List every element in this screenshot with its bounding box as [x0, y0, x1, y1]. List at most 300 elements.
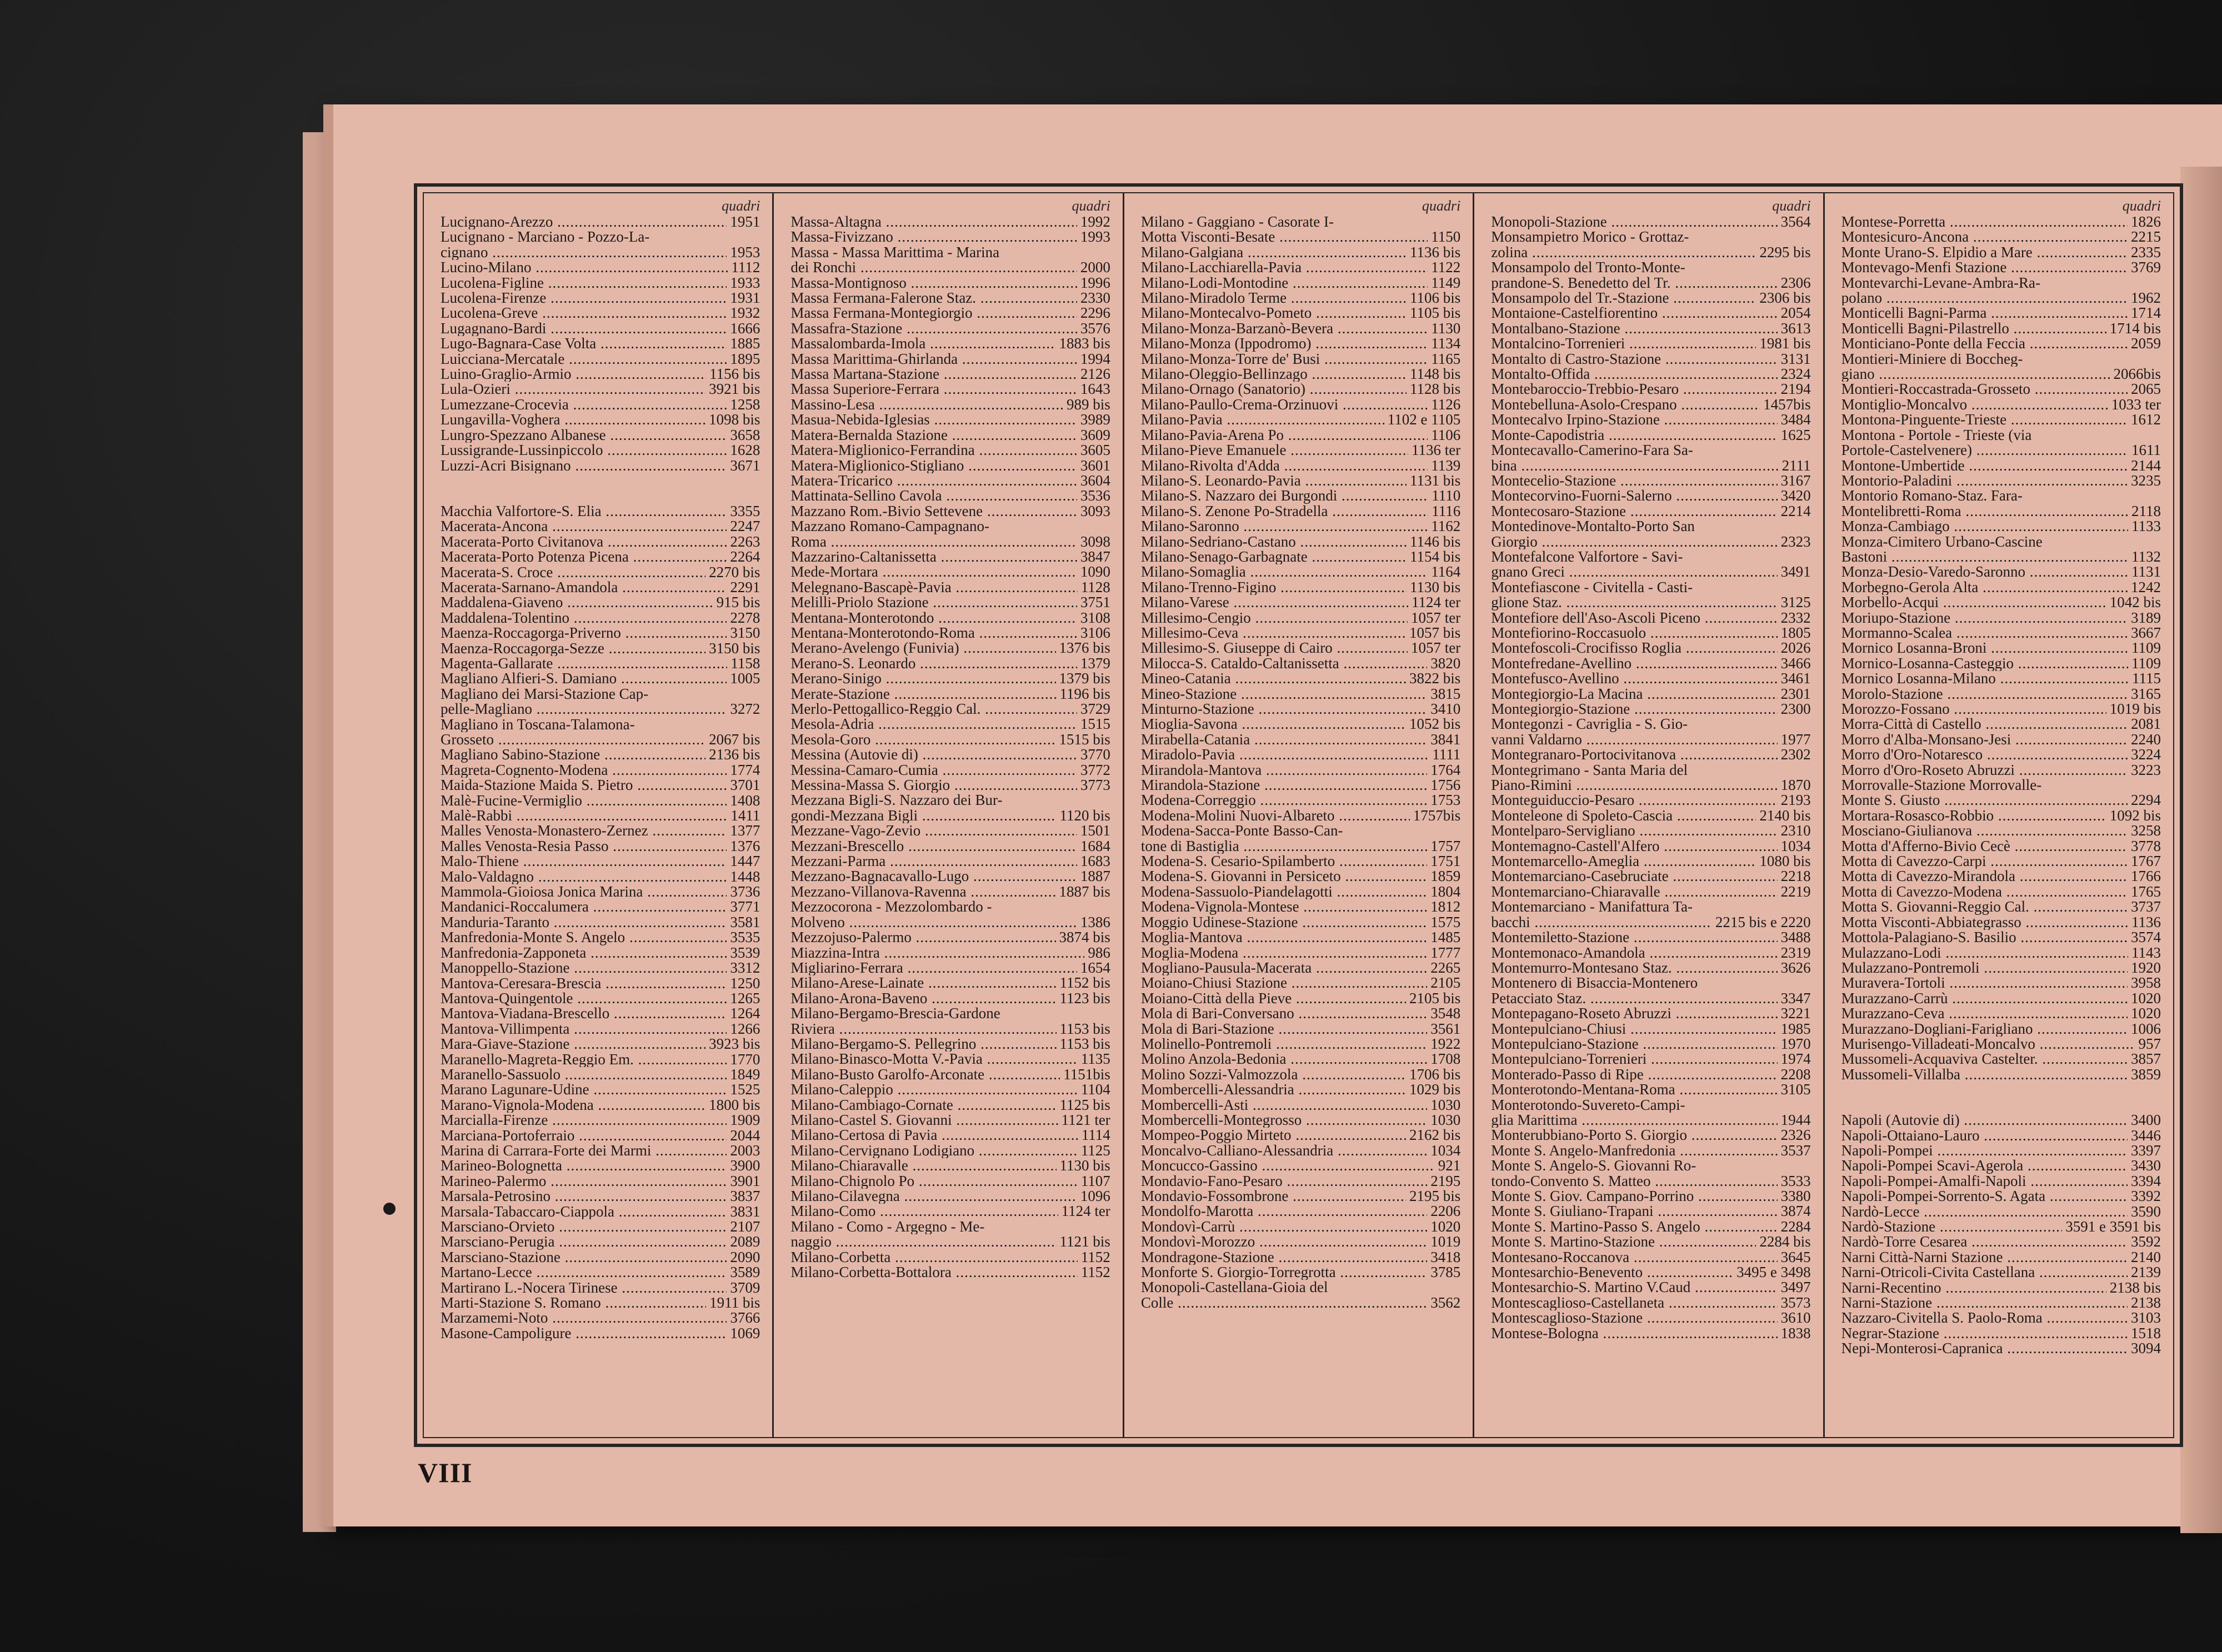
index-entry — [441, 565, 760, 580]
route-name: Lucignano-Arezzo ..... — [441, 214, 727, 229]
index-entry — [1491, 702, 1810, 717]
route-name: Milano-Binasco-Motta V.-Pavia ..... — [790, 1052, 1077, 1067]
table-number: 1379 bis — [1059, 670, 1110, 687]
table-number: 3394 — [2131, 1172, 2161, 1189]
index-entry — [1141, 260, 1460, 275]
route-name: Montesarchio-Benevento ..... — [1491, 1265, 1733, 1280]
table-number: 1628 — [730, 442, 760, 459]
route-name: Lula-Ozieri ..... — [441, 382, 705, 397]
table-number: 1109 — [2131, 654, 2161, 672]
route-name: Montefiascone - Civitella - Casti- — [1491, 579, 1693, 595]
index-entry — [441, 747, 760, 762]
table-number: 3491 — [1780, 563, 1811, 580]
route-name: Narni-Recentino ..... — [1841, 1280, 2106, 1295]
index-entry — [1491, 884, 1810, 899]
table-number: 2090 — [730, 1248, 760, 1265]
table-number — [1334, 214, 1337, 229]
table-number: 1152 bis — [1059, 974, 1110, 992]
index-entry — [1141, 823, 1460, 838]
index-entry — [1141, 1219, 1460, 1234]
table-number: 2066bis — [2113, 366, 2161, 383]
index-entry — [441, 732, 760, 747]
index-entry — [790, 717, 1110, 732]
index-entry — [441, 306, 760, 321]
route-name: Masone-Campoligure ..... — [441, 1326, 727, 1341]
route-name: Modena-Correggio ..... — [1141, 793, 1427, 808]
table-number: 1134 — [1431, 335, 1461, 352]
table-number: 1156 bis — [709, 366, 760, 383]
route-name: Nazzaro-Civitella S. Paolo-Roma ..... — [1841, 1310, 2128, 1325]
index-entry — [1141, 1052, 1460, 1067]
index-entry — [1491, 1082, 1810, 1097]
index-entry — [1491, 352, 1810, 367]
table-number — [1693, 899, 1696, 914]
table-number: 1757bis — [1413, 807, 1461, 824]
table-number: 1376 bis — [1059, 639, 1110, 657]
table-number: 1951 — [730, 213, 760, 230]
route-name: Milano-Oleggio-Bellinzago ..... — [1141, 367, 1407, 382]
route-name: Mompeo-Poggio Mirteto ..... — [1141, 1128, 1406, 1143]
index-entry — [1491, 945, 1810, 960]
column-header: quadri — [1072, 198, 1110, 214]
index-entry — [1491, 367, 1810, 382]
route-name: Monte S. Angelo-S. Giovanni Ro- — [1491, 1158, 1696, 1174]
route-name: Milano-Busto Garolfo-Arconate ..... — [790, 1067, 1060, 1082]
index-entry — [790, 1022, 1110, 1037]
route-name: Milano-Pavia-Arena Po ..... — [1141, 428, 1428, 443]
table-number: 957 — [2138, 1035, 2161, 1052]
table-number: 3533 — [1780, 1172, 1811, 1189]
index-entry — [441, 839, 760, 854]
table-number: 1052 bis — [1409, 715, 1461, 733]
route-name: Massa Fermana-Montegiorgio ..... — [790, 306, 1077, 321]
index-entry — [1841, 1052, 2161, 1067]
table-number — [1685, 1098, 1689, 1113]
route-name: Milano-Senago-Garbagnate ..... — [1141, 549, 1407, 564]
route-name: Napoli-Pompei-Amalfi-Napoli ..... — [1841, 1174, 2128, 1189]
table-number: 1777 — [1430, 944, 1461, 961]
index-entry — [441, 519, 760, 534]
route-name: Petacciato Staz. ..... — [1491, 991, 1777, 1006]
index-entry — [441, 1174, 760, 1189]
index-entry — [441, 702, 760, 717]
route-name: Mondovì-Morozzo ..... — [1141, 1234, 1427, 1249]
index-entry — [441, 899, 760, 914]
route-name: Montesarchio-S. Martino V.Caud ..... — [1491, 1280, 1777, 1295]
index-entry — [790, 564, 1110, 579]
index-entry — [1841, 1022, 2161, 1037]
table-number: 1838 — [1780, 1324, 1811, 1341]
route-name: Massa-Montignoso ..... — [790, 276, 1077, 291]
table-number: 1981 bis — [1759, 335, 1811, 352]
index-entry — [790, 960, 1110, 975]
index-entry — [1491, 1310, 1810, 1325]
table-number: 2215 — [2131, 228, 2161, 246]
index-entry — [1491, 443, 1810, 458]
table-number: 2111 — [1781, 457, 1811, 474]
index-entry — [1491, 276, 1810, 291]
route-name: giano ..... — [1841, 367, 2110, 382]
index-entry — [1141, 610, 1460, 625]
table-number: 1057 bis — [1409, 624, 1461, 641]
table-number: 1126 — [1431, 396, 1461, 413]
table-number — [1683, 549, 1686, 564]
route-name: Luzzi-Acri Bisignano ..... — [441, 458, 727, 473]
route-name: Magliano Alfieri-S. Damiano ..... — [441, 671, 727, 686]
route-name: Milano-Corbetta ..... — [790, 1250, 1077, 1265]
route-name: Mantova-Viadana-Brescello ..... — [441, 1006, 727, 1021]
route-name: Milano - Gaggiano - Casorate I- — [1140, 214, 1334, 230]
index-entry — [441, 625, 760, 640]
table-number: 3667 — [2131, 624, 2161, 641]
index-entry — [1491, 747, 1810, 762]
table-number: 3815 — [1430, 685, 1461, 702]
table-number: 3771 — [730, 898, 760, 915]
table-number: 2138 — [2131, 1294, 2161, 1311]
table-number: 2140 — [2131, 1248, 2161, 1265]
index-entry — [1841, 595, 2161, 610]
route-name: Milano-Sedriano-Castano ..... — [1141, 534, 1407, 549]
index-entry — [1491, 534, 1810, 549]
table-number: 2301 — [1780, 685, 1811, 702]
table-number: 1654 — [1080, 959, 1110, 976]
table-number — [1689, 229, 1692, 244]
index-entry — [1841, 564, 2161, 579]
route-name: Montemiletto-Stazione ..... — [1491, 930, 1777, 945]
table-number: 3150 bis — [709, 639, 760, 657]
index-entry — [790, 1265, 1110, 1280]
route-name: Nepi-Monterosi-Capranica ..... — [1841, 1341, 2128, 1356]
route-name: Merano-Avelengo (Funivia) ..... — [790, 640, 1055, 655]
index-entry — [1141, 458, 1460, 473]
route-name: Giorgio ..... — [1491, 534, 1777, 549]
column-header: quadri — [722, 198, 760, 214]
table-number: 1115 — [2132, 670, 2161, 687]
table-number: 1457bis — [1763, 396, 1811, 413]
table-number: 1887 — [1080, 868, 1110, 885]
route-name: Lussigrande-Lussinpiccolo ..... — [441, 443, 727, 458]
table-number: 3989 — [1080, 411, 1110, 428]
index-entry — [1491, 778, 1810, 793]
route-name: Massa Martana-Stazione ..... — [790, 367, 1077, 382]
route-name: Mantova-Quingentole ..... — [441, 991, 727, 1006]
index-entry — [1841, 291, 2161, 306]
route-name: Maranello-Sassuolo ..... — [441, 1067, 727, 1082]
route-name: Milano-Lodi-Montodine ..... — [1141, 276, 1428, 291]
route-name: Manfredonia-Zapponeta ..... — [441, 945, 727, 960]
index-entry — [1491, 1143, 1810, 1158]
route-name: Mazzano Rom.-Bivio Settevene ..... — [790, 504, 1077, 519]
index-entry — [1491, 1280, 1810, 1295]
table-number: 1005 — [730, 670, 760, 687]
route-name: Modena-Vignola-Montese ..... — [1141, 899, 1427, 914]
table-number: 1518 — [2131, 1324, 2161, 1341]
table-number: 3272 — [730, 700, 760, 718]
table-number: 2003 — [730, 1142, 760, 1159]
route-name: Matera-Miglionico-Ferrandina ..... — [790, 443, 1077, 458]
index-entry — [441, 1052, 760, 1067]
table-number: 2291 — [730, 578, 760, 595]
table-number: 1922 — [1430, 1035, 1461, 1052]
route-name: Mioglia-Savona ..... — [1141, 717, 1406, 732]
table-number: 1133 — [2131, 518, 2161, 535]
route-name: polano ..... — [1841, 291, 2128, 306]
table-number: 1625 — [1780, 426, 1811, 443]
index-entry — [441, 1265, 760, 1280]
index-entry — [441, 397, 760, 412]
index-entry — [1491, 1189, 1810, 1204]
route-name: Milano-Cilavegna ..... — [790, 1189, 1077, 1204]
index-entry — [790, 839, 1110, 854]
index-entry — [1491, 839, 1810, 854]
index-entry — [441, 854, 760, 869]
table-number: 2195 bis — [1409, 1188, 1461, 1204]
table-number: 1139 — [1431, 457, 1461, 474]
route-name: Moggio Udinese-Stazione ..... — [1141, 915, 1427, 930]
route-name: Montone-Umbertide ..... — [1841, 458, 2128, 473]
table-number: 1080 bis — [1759, 853, 1811, 870]
route-name: Marciana-Portoferraio ..... — [441, 1128, 727, 1143]
index-entry — [1491, 336, 1810, 351]
table-number: 2294 — [2131, 792, 2161, 809]
table-number: 1106 bis — [1409, 289, 1461, 307]
index-entry — [790, 245, 1110, 260]
index-entry — [790, 625, 1110, 640]
table-number: 2193 — [1780, 792, 1811, 809]
index-entry — [1141, 1234, 1460, 1249]
index-entry — [1141, 580, 1460, 595]
index-entry — [441, 1143, 760, 1158]
table-number: 1132 — [2131, 548, 2161, 565]
table-number: 2278 — [730, 609, 760, 626]
index-entry — [1141, 1128, 1460, 1143]
index-entry — [1841, 930, 2161, 945]
index-entry — [441, 580, 760, 595]
table-number: 1666 — [730, 319, 760, 337]
table-number: 2323 — [1780, 533, 1811, 550]
index-entry — [790, 352, 1110, 367]
table-number: 1196 bis — [1059, 685, 1110, 702]
route-name: Colle ..... — [1141, 1295, 1427, 1310]
table-number: 3466 — [1780, 654, 1811, 672]
route-name: Monforte S. Giorgio-Torregrotta ..... — [1141, 1265, 1427, 1280]
index-entry — [1841, 519, 2161, 534]
index-entry — [790, 869, 1110, 884]
route-name: Malè-Fucine-Vermiglio ..... — [441, 793, 727, 808]
index-entry — [1141, 945, 1460, 960]
route-name: Murisengo-Villadeati-Moncalvo ..... — [1841, 1037, 2135, 1052]
table-number: 1124 ter — [1061, 1203, 1110, 1220]
table-number: 2215 bis e 2220 — [1715, 913, 1811, 930]
table-number — [2023, 488, 2026, 503]
route-name: Milano-Somaglia ..... — [1141, 564, 1428, 579]
route-name: Montefiorino-Roccasuolo ..... — [1491, 625, 1777, 640]
index-entry — [790, 458, 1110, 473]
table-number: 2218 — [1780, 868, 1811, 885]
route-name: Macerata-Porto Civitanova ..... — [441, 534, 727, 549]
route-name: Montalbano-Stazione ..... — [1491, 321, 1777, 336]
table-number: 1751 — [1430, 853, 1461, 870]
table-number: 1152 — [1080, 1248, 1110, 1265]
route-name: Milano-Monza (Ippodromo) ..... — [1141, 336, 1428, 351]
table-number: 2302 — [1780, 746, 1811, 763]
table-number: 3106 — [1080, 624, 1110, 641]
table-number: 1125 — [1080, 1142, 1110, 1159]
route-name: Montefusco-Avellino ..... — [1491, 671, 1777, 686]
table-number: 1447 — [730, 853, 760, 870]
route-name: Migliarino-Ferrara ..... — [790, 960, 1077, 975]
table-number: 3397 — [2131, 1142, 2161, 1159]
table-number: 1165 — [1431, 350, 1461, 367]
table-number: 3258 — [2131, 822, 2161, 839]
index-entry — [1841, 260, 2161, 275]
table-number: 3495 e 3498 — [1736, 1264, 1811, 1281]
table-number: 1993 — [1080, 228, 1110, 246]
index-entry — [1141, 1158, 1460, 1173]
index-entry — [1141, 397, 1460, 412]
route-name: Monte S. Giusto ..... — [1841, 793, 2128, 808]
route-name: Marina di Carrara-Forte dei Marmi ..... — [441, 1143, 727, 1158]
table-number: 3923 bis — [709, 1035, 760, 1053]
table-number — [1000, 1006, 1004, 1021]
index-entry — [1141, 793, 1460, 808]
route-name: Milano-Cambiago-Cornate ..... — [790, 1098, 1056, 1113]
table-number: 1114 — [1081, 1127, 1110, 1144]
index-entry — [1841, 504, 2161, 519]
table-number: 2059 — [2131, 335, 2161, 352]
route-name: Monte S. Giuliano-Trapani ..... — [1491, 1204, 1777, 1219]
table-number: 3736 — [730, 883, 760, 900]
route-name: Maranello-Magreta-Reggio Em. ..... — [441, 1052, 727, 1067]
table-number: 1944 — [1780, 1111, 1811, 1128]
table-number: 1931 — [730, 289, 760, 307]
route-name: Montese-Bologna ..... — [1491, 1326, 1777, 1341]
index-entry — [790, 534, 1110, 549]
route-name: Mosciano-Giulianova ..... — [1841, 823, 2128, 838]
index-entry — [1141, 732, 1460, 747]
route-name: Montegranaro-Portocivitanova ..... — [1491, 747, 1777, 762]
route-name: dei Ronchi ..... — [790, 260, 1077, 275]
index-entry — [790, 687, 1110, 702]
table-number: 1812 — [1430, 898, 1461, 915]
table-number: 1970 — [1780, 1035, 1811, 1052]
index-entry — [1491, 1158, 1810, 1173]
index-entry — [1491, 291, 1810, 306]
table-number: 3131 — [1780, 350, 1811, 367]
table-number: 1805 — [1780, 624, 1811, 641]
index-entry — [1491, 1006, 1810, 1021]
table-number: 2054 — [1780, 304, 1811, 322]
route-name: Modena-S. Giovanni in Persiceto ..... — [1141, 869, 1427, 884]
table-number — [1328, 1280, 1331, 1295]
route-name: Milano-S. Zenone Po-Stradella ..... — [1141, 504, 1428, 519]
index-entry — [1841, 839, 2161, 854]
table-number: 3820 — [1430, 654, 1461, 672]
index-entry — [1491, 1295, 1810, 1310]
table-number: 3831 — [730, 1203, 760, 1220]
route-name: Marano Lagunare-Udine ..... — [441, 1082, 727, 1097]
index-entry — [441, 1280, 760, 1295]
index-entry — [790, 367, 1110, 382]
index-entry — [790, 336, 1110, 351]
route-name: Monte S. Angelo-Manfredonia ..... — [1491, 1143, 1777, 1158]
table-number: 3770 — [1080, 746, 1110, 763]
index-entry — [1491, 412, 1810, 427]
table-number: 3535 — [730, 929, 760, 946]
index-entry — [1491, 564, 1810, 579]
index-entry — [441, 291, 760, 306]
index-entry — [1841, 869, 2161, 884]
table-number: 1109 — [2131, 639, 2161, 657]
table-number: 1753 — [1430, 792, 1461, 809]
route-name: Moriupo-Stazione ..... — [1841, 610, 2128, 625]
index-entry — [1841, 702, 2161, 717]
route-name: Milano-Certosa di Pavia ..... — [790, 1128, 1078, 1143]
index-entry — [1141, 1022, 1460, 1037]
route-name: Maddalena-Tolentino ..... — [441, 610, 727, 625]
table-number: 1106 — [1431, 426, 1461, 443]
table-number: 3221 — [1780, 1005, 1811, 1022]
index-entry — [1491, 975, 1810, 990]
index-entry — [1141, 595, 1460, 610]
route-name: Modena-Sacca-Ponte Basso-Can- — [1140, 823, 1343, 839]
table-number: 1006 — [2131, 1020, 2161, 1037]
index-entry — [1141, 915, 1460, 930]
table-number: 1057 ter — [1410, 609, 1461, 626]
table-number: 3400 — [2131, 1112, 2161, 1129]
index-entry — [1141, 930, 1460, 945]
index-entry — [441, 915, 760, 930]
table-number: 3857 — [2131, 1050, 2161, 1068]
route-name: Mentana-Monterotondo ..... — [790, 610, 1077, 625]
index-entry — [1491, 625, 1810, 640]
index-entry — [790, 428, 1110, 443]
index-entry — [1141, 687, 1460, 702]
index-entry — [790, 1082, 1110, 1097]
route-name: Lucolena-Figline ..... — [441, 276, 727, 291]
index-entry — [1141, 443, 1460, 458]
index-entry — [790, 1204, 1110, 1219]
index-entry — [1491, 732, 1810, 747]
index-entry — [1141, 473, 1460, 488]
table-number: 1800 bis — [709, 1096, 760, 1113]
table-number: 1121 ter — [1061, 1111, 1110, 1128]
index-entry — [1841, 397, 2161, 412]
index-entry — [1141, 899, 1460, 914]
table-number: 2107 — [730, 1218, 760, 1235]
route-name: Milano-Monza-Torre de' Busi ..... — [1141, 352, 1428, 367]
index-entry — [1841, 625, 2161, 640]
table-number: 3837 — [730, 1188, 760, 1205]
index-entry — [1491, 1113, 1810, 1128]
route-name: Montefalcone Valfortore - Savi- — [1491, 549, 1683, 565]
table-number: 3613 — [1780, 319, 1811, 337]
route-name: Monsampietro Morico - Grottaz- — [1491, 229, 1689, 245]
index-entry — [1491, 869, 1810, 884]
table-number: 1030 — [1430, 1111, 1461, 1128]
route-name: Nardò-Torre Cesarea ..... — [1841, 1234, 2128, 1249]
table-number: 1116 — [1432, 502, 1461, 519]
route-name: Molino Anzola-Bedonia ..... — [1141, 1052, 1427, 1067]
table-number: 1770 — [730, 1050, 760, 1068]
index-entry — [790, 930, 1110, 945]
table-number: 1708 — [1430, 1050, 1461, 1068]
index-entry — [790, 519, 1110, 534]
index-entry — [1491, 458, 1810, 473]
table-number: 1996 — [1080, 274, 1110, 291]
table-number: 1767 — [2131, 853, 2161, 870]
route-name: Montevago-Menfi Stazione ..... — [1841, 260, 2128, 275]
